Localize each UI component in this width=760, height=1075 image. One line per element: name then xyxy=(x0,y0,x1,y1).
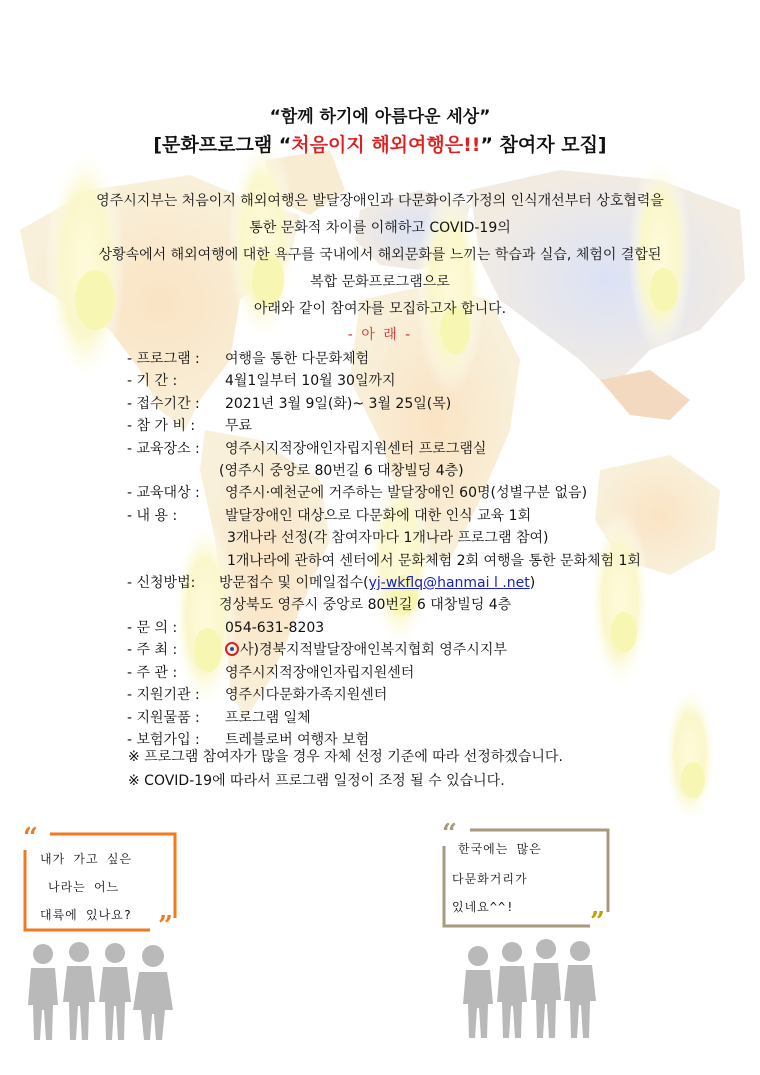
detail-value: 사)경북지적발달장애인복지협회 영주시지부 xyxy=(240,642,507,659)
bubble-line: 한국에는 많은 xyxy=(458,842,542,856)
detail-value: 영주시다문화가족지원센터 xyxy=(225,687,388,704)
detail-value: 054-631-8203 xyxy=(225,619,325,636)
open-quote-icon: “ xyxy=(23,823,39,853)
detail-label: - 보험가입 : xyxy=(127,731,200,748)
notice-label: - 아 래 - xyxy=(347,327,413,343)
detail-content xyxy=(127,505,727,527)
bubble-line: 대륙에 있나요? xyxy=(40,908,133,922)
person-silhouette xyxy=(99,943,131,1040)
detail-supporter xyxy=(127,684,727,706)
intro-line: 상황속에서 해외여행에 대한 욕구를 국내에서 해외문화를 느끼는 학습과 실습, 체험이 결합된 xyxy=(98,247,662,263)
title-prefix: [문화프로그램 “ xyxy=(153,134,292,156)
speech-bubble-right xyxy=(440,819,612,937)
detail-value: 4월1일부터 10월 30일까지 xyxy=(225,373,396,390)
detail-period xyxy=(127,370,727,392)
subtitle: “함께 하기에 아름다운 세상” xyxy=(269,107,491,127)
detail-label: - 내 용 : xyxy=(127,507,178,524)
open-quote-icon: “ xyxy=(442,819,458,849)
detail-value: 방문접수 및 이메일접수( xyxy=(219,575,369,592)
detail-program xyxy=(127,348,727,370)
detail-content-line: 3개나라 선정(각 참여자마다 1개나라 프로그램 참여) xyxy=(227,530,549,547)
person-silhouette xyxy=(497,942,527,1038)
intro-line: 통한 문화적 차이를 이해하고 COVID-19의 xyxy=(249,220,511,236)
detail-organizer xyxy=(127,662,727,684)
detail-label: - 지원기관 : xyxy=(127,687,200,704)
detail-label: - 기 간 : xyxy=(127,373,178,390)
bubble-line: 내가 가고 싶은 xyxy=(40,852,133,866)
person-silhouette xyxy=(28,944,58,1040)
title-suffix: ” 참여자 모집] xyxy=(480,134,607,156)
page-title xyxy=(0,130,760,157)
detail-application-period xyxy=(127,393,727,415)
speech-bubble-left xyxy=(20,823,180,941)
close-quote-icon: ” xyxy=(158,911,174,941)
detail-value: 무료 xyxy=(225,418,253,435)
email-link[interactable]: yj-wkflq@hanmai l .net xyxy=(368,575,530,592)
intro-line: 영주시지부는 처음이지 해외여행은 발달장애인과 다문화이주가정의 인식개선부터 상호협력을 xyxy=(96,193,664,209)
detail-venue xyxy=(127,438,727,460)
bubble-line: 다문화거리가 xyxy=(452,872,528,886)
title-highlight: 처음이지 해외여행은!! xyxy=(291,134,481,156)
people-silhouettes-right xyxy=(462,938,612,1043)
detail-method xyxy=(127,572,727,594)
detail-value: 2021년 3월 9일(화)~ 3월 25일(목) xyxy=(225,395,452,412)
bubble-line: 나라는 어느 xyxy=(48,880,120,894)
detail-target xyxy=(127,482,727,504)
detail-label: - 프로그램 : xyxy=(127,351,200,367)
details-list xyxy=(127,348,727,751)
detail-value: 영주시·예천군에 거주하는 발달장애인 60명(성별구분 없음) xyxy=(225,485,588,502)
detail-label: - 교육대상 : xyxy=(127,485,200,502)
detail-supplies xyxy=(127,707,727,729)
detail-value-suffix: ) xyxy=(529,575,536,592)
detail-host xyxy=(127,639,727,661)
detail-label: - 지원물품 : xyxy=(127,709,200,726)
note-line: ※ 프로그램 참여자가 많을 경우 자체 선정 기준에 따라 선정하겠습니다. xyxy=(128,749,563,765)
person-silhouette xyxy=(133,945,173,1040)
detail-label: - 주 최 : xyxy=(127,642,178,659)
detail-value: 트레블로버 여행자 보험 xyxy=(225,731,370,748)
detail-value: 영주시지적장애인자립지원센터 xyxy=(225,664,415,681)
person-silhouette xyxy=(63,942,95,1040)
detail-value: 영주시지적장애인자립지원센터 프로그램실 xyxy=(225,440,487,457)
bubble-line: 있네요^^! xyxy=(452,900,515,914)
detail-contact xyxy=(127,617,727,639)
notes xyxy=(128,745,563,793)
detail-label: - 교육장소 : xyxy=(127,440,200,457)
detail-value: 여행을 통한 다문화체험 xyxy=(225,351,370,367)
detail-label: - 문 의 : xyxy=(127,619,178,636)
detail-label: - 신청방법: xyxy=(127,575,196,592)
detail-method-address: 경상북도 영주시 중앙로 80번길 6 대창빌딩 4층 xyxy=(219,597,512,614)
detail-content-line: 1개나라에 관하여 센터에서 문화체험 2회 여행을 통한 문화체험 1회 xyxy=(227,552,641,569)
detail-label: - 참 가 비 : xyxy=(127,418,196,435)
detail-label: - 접수기간 : xyxy=(127,395,200,412)
association-logo-icon xyxy=(225,642,239,656)
person-silhouette xyxy=(531,939,561,1038)
person-silhouette xyxy=(463,946,493,1038)
intro-paragraph xyxy=(40,188,720,323)
person-silhouette xyxy=(564,941,596,1038)
close-quote-icon: ” xyxy=(590,907,606,937)
intro-line: 아래와 같이 참여자를 모집하고자 합니다. xyxy=(253,301,507,317)
detail-venue-address: (영주시 중앙로 80번길 6 대창빌딩 4층) xyxy=(219,463,464,480)
detail-value: 발달장애인 대상으로 다문화에 대한 인식 교육 1회 xyxy=(225,507,532,524)
detail-fee xyxy=(127,415,727,437)
people-silhouettes-left xyxy=(25,940,185,1045)
note-line: ※ COVID-19에 따라서 프로그램 일정이 조정 될 수 있습니다. xyxy=(128,773,505,789)
detail-label: - 주 관 : xyxy=(127,664,178,681)
intro-line: 복합 문화프로그램으로 xyxy=(310,274,450,290)
detail-value: 프로그램 일체 xyxy=(225,709,311,726)
